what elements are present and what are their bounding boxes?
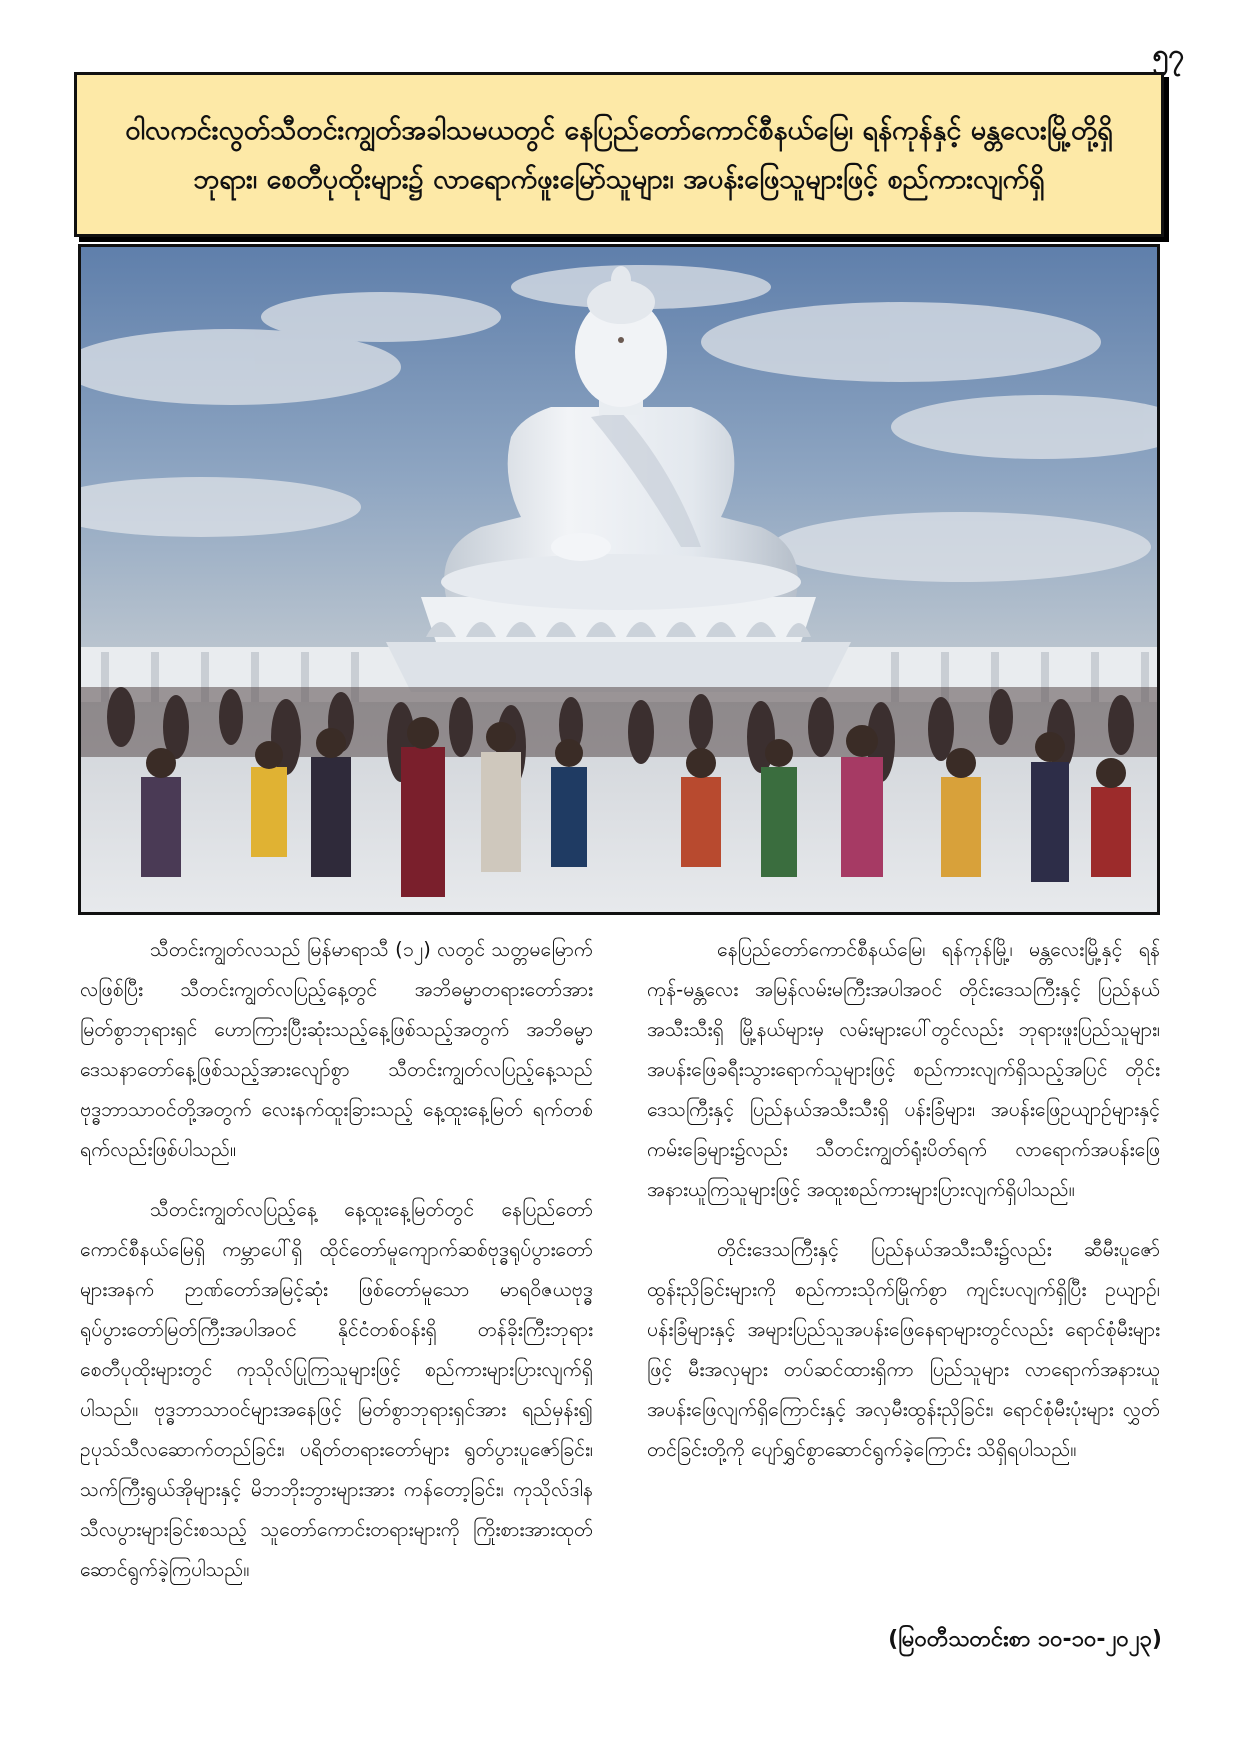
buddha-statue-photo — [81, 247, 1157, 912]
headline-box — [74, 72, 1164, 237]
statue-base — [386, 642, 851, 692]
page-number: ၅၇ — [1152, 38, 1184, 71]
headline: ဝါလကင်းလွတ်သီတင်းကျွတ်အခါသမယတွင် နေပြည်တော်ကောင်စီနယ်မြေ၊ ရန်ကုန်နှင့် မန္တလေးမြို့တို့ရှိ ဘုရား၊ စေတီပုထိုးများ၌ လာရောက်ဖူးမြော်သူများ၊ အပန်းဖြေသူများဖြင့် စည်ကားလျက်ရှိ — [125, 114, 1113, 195]
article-column-left — [80, 930, 593, 1610]
statue-urna — [618, 337, 624, 343]
article-column-right — [647, 930, 1160, 1490]
statue-crown — [611, 266, 631, 294]
source-credit: (မြဝတီသတင်းစာ ၁၀-၁၀-၂၀၂၃) — [888, 1627, 1162, 1652]
paragraph: နေပြည်တော်ကောင်စီနယ်မြေ၊ ရန်ကုန်မြို့၊ မန္တလေးမြို့နှင့် ရန်ကုန်-မန္တလေး အမြန်လမ်းမကြီးအပါအဝင် တိုင်းဒေသကြီးနှင့် ပြည်နယ်အသီးသီးရှိ မြို့နယ်များမှ လမ်းများပေါ်တွင်လည်း ဘုရားဖူးပြည်သူများ၊ အပန်းဖြေခရီးသွားရောက်သူများဖြင့် စည်ကားလျက်ရှိသည့်အပြင် တိုင်းဒေသကြီးနှင့် ပြည်နယ်အသီးသီးရှိ ပန်းခြံများ၊ အပန်းဖြေဥယျာဉ်များနှင့် ကမ်းခြေများ၌လည်း သီတင်းကျွတ်ရုံးပိတ်ရက် လာရောက်အပန်းဖြေအနားယူကြသူများဖြင့် အထူးစည်ကားများပြားလျက်ရှိပါသည်။ — [647, 938, 1160, 1201]
paragraph: သီတင်းကျွတ်လသည် မြန်မာရာသီ (၁၂) လတွင် သတ္တမမြောက်လဖြစ်ပြီး သီတင်းကျွတ်လပြည့်နေ့တွင် အဘိဓမ္မာတရားတော်အား မြတ်စွာဘုရားရှင် ဟောကြားပြီးဆုံးသည့်နေ့ဖြစ်သည့်အတွက် အဘိဓမ္မာဒေသနာတော်နေ့ဖြစ်သည့်အားလျော်စွာ သီတင်းကျွတ်လပြည့်နေ့သည် ဗုဒ္ဓဘာသာဝင်တို့အတွက် လေးနက်ထူးခြားသည့် နေ့ထူးနေ့မြတ် ရက်တစ်ရက်လည်းဖြစ်ပါသည်။ — [80, 938, 593, 1161]
paragraph: တိုင်းဒေသကြီးနှင့် ပြည်နယ်အသီးသီး၌လည်း ဆီမီးပူဇော်ထွန်းညှိခြင်းများကို စည်ကားသိုက်မြိုက်စွာ ကျင်းပလျက်ရှိပြီး ဥယျာဉ်၊ ပန်းခြံများနှင့် အများပြည်သူအပန်းဖြေနေရာများတွင်လည်း ရောင်စုံမီးများဖြင့် မီးအလှများ တပ်ဆင်ထားရှိကာ ပြည်သူများ လာရောက်အနားယူအပန်းဖြေလျက်ရှိကြောင်းနှင့် အလှမီးထွန်းညှိခြင်း၊ ရောင်စုံမီးပုံးများ လွှတ်တင်ခြင်းတို့ကို ပျော်ရွှင်စွာဆောင်ရွက်ခဲ့ကြောင်း သိရှိရပါသည်။ — [647, 1238, 1160, 1461]
statue-legs — [441, 554, 801, 610]
news-photo — [78, 244, 1160, 915]
paragraph: သီတင်းကျွတ်လပြည့်နေ့ နေ့ထူးနေ့မြတ်တွင် နေပြည်တော်ကောင်စီနယ်မြေရှိ ကမ္ဘာပေါ်ရှိ ထိုင်တော်မူကျောက်ဆစ်ဗုဒ္ဓရုပ်ပွားတော်များအနက် ဉာဏ်တော်အမြင့်ဆုံး ဖြစ်တော်မူသော မာရဝိဇယဗုဒ္ဓရုပ်ပွားတော်မြတ်ကြီးအပါအဝင် နိုင်ငံတစ်ဝန်းရှိ တန်ခိုးကြီးဘုရားစေတီပုထိုးများတွင် ကုသိုလ်ပြုကြသူများဖြင့် စည်ကားများပြားလျက်ရှိပါသည်။ ဗုဒ္ဓဘာသာဝင်များအနေဖြင့် မြတ်စွာဘုရားရှင်အား ရည်မှန်း၍ ဥပုသ်သီလဆောက်တည်ခြင်း၊ ပရိတ်တရားတော်များ ရွတ်ပွားပူဇော်ခြင်း၊ သက်ကြီးရွယ်အိုများနှင့် မိဘဘိုးဘွားများအား ကန်တော့ခြင်း၊ ကုသိုလ်ဒါနသီလပွားများခြင်းစသည့် သူတော်ကောင်းတရားများကို ကြိုးစားအားထုတ်ဆောင်ရွက်ခဲ့ကြပါသည်။ — [80, 1198, 593, 1581]
statue-hand — [551, 533, 611, 561]
